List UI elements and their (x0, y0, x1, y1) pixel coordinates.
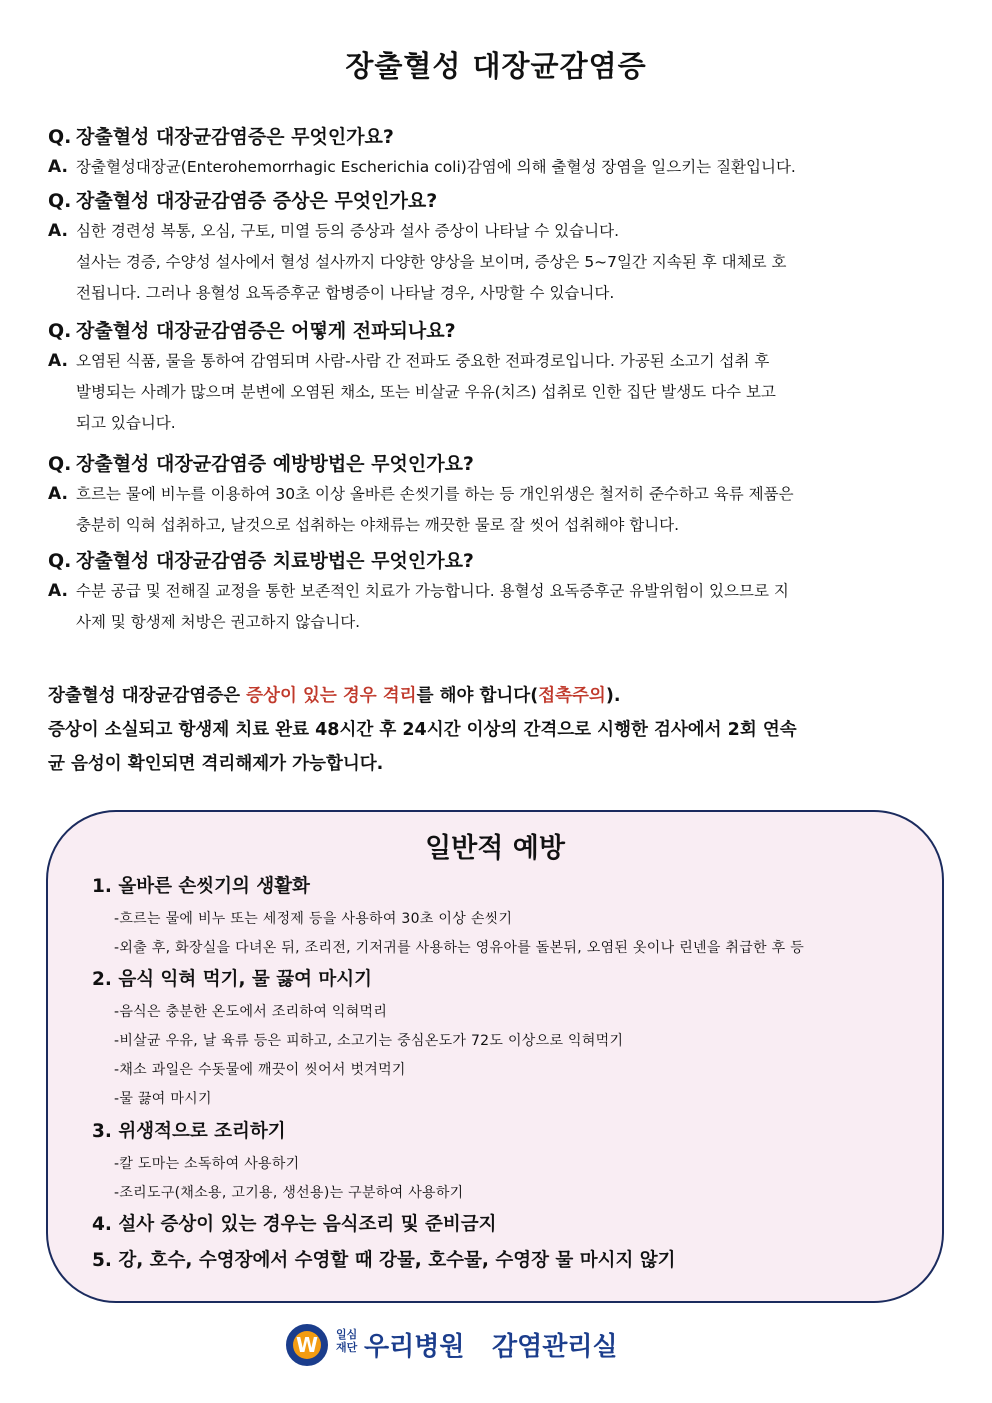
foundation-label: 일심재단 (336, 1328, 358, 1354)
prevention-heading-4: 4. 설사 증상이 있는 경우는 음식조리 및 준비금지 (92, 1214, 497, 1235)
question: Q. 장출혈성 대장균감염증 증상은 무엇인가요? (48, 190, 438, 212)
answer: A. 오염된 식품, 물을 통하여 감염되며 사람-사람 간 전파도 중요한 전파경로입니다. 가공된 소고기 섭취 후 발병되는 사례가 많으며 분변에 오염된 채소, 또는 비살균 우유(치즈) 섭취로 인한 집단 발생도 다수 보고 되고 있습니다. (48, 351, 776, 432)
hospital-name: 우리병원 (364, 1332, 465, 1362)
prevention-item: -조리도구(채소용, 고기용, 생선용)는 구분하여 사용하기 (114, 1185, 464, 1201)
prevention-item: -흐르는 물에 비누 또는 세정제 등을 사용하여 30초 이상 손씻기 (114, 911, 513, 927)
notice-line-2: 증상이 소실되고 항생제 치료 완료 48시간 후 24시간 이상의 간격으로 시행한 검사에서 2회 연속 (48, 720, 797, 740)
prevention-item: -칼 도마는 소독하여 사용하기 (114, 1156, 300, 1172)
question: Q. 장출혈성 대장균감염증은 어떻게 전파되나요? (48, 320, 456, 342)
prevention-item: -물 끓여 마시기 (114, 1091, 212, 1107)
qa-item-2 (48, 186, 948, 309)
answer: A. 장출혈성대장균(Enterohemorrhagic Escherichia coli)감염에 의해 출혈성 장염을 일으키는 질환입니다. (48, 157, 796, 177)
prevention-item: -비살균 우유, 날 육류 등은 피하고, 소고기는 중심온도가 72도 이상으로 익혀먹기 (114, 1033, 624, 1049)
prevention-item: -채소 과일은 수돗물에 깨끗이 씻어서 벗겨먹기 (114, 1062, 406, 1078)
notice-line-3: 균 음성이 확인되면 격리해제가 가능합니다. (48, 754, 384, 774)
footer (0, 1318, 992, 1374)
question: Q. 장출혈성 대장균감염증 치료방법은 무엇인가요? (48, 550, 474, 572)
page-title: 장출혈성 대장균감염증 (345, 49, 647, 83)
prevention-box (46, 810, 944, 1303)
prevention-heading-1: 1. 올바른 손씻기의 생활화 (92, 876, 310, 897)
prevention-item: -음식은 충분한 온도에서 조리하여 익혀먹리 (114, 1004, 388, 1020)
qa-item-1 (48, 122, 948, 183)
question: Q. 장출혈성 대장균감염증은 무엇인가요? (48, 126, 394, 148)
notice-line-1: 장출혈성 대장균감염증은 증상이 있는 경우 격리를 해야 합니다(접촉주의). (48, 686, 621, 706)
qa-item-4 (48, 449, 948, 541)
qa-item-5 (48, 546, 948, 638)
answer: A. 수분 공급 및 전해질 교정을 통한 보존적인 치료가 가능합니다. 용혈성 요독증후군 유발위험이 있으므로 지 사제 및 항생제 처방은 권고하지 않습니다. (48, 581, 789, 631)
prevention-title: 일반적 예방 (425, 833, 565, 864)
prevention-heading-5: 5. 강, 호수, 수영장에서 수영할 때 강물, 호수물, 수영장 물 마시지 않기 (92, 1250, 676, 1271)
prevention-heading-3: 3. 위생적으로 조리하기 (92, 1121, 286, 1142)
qa-item-3 (48, 316, 948, 439)
answer: A. 흐르는 물에 비누를 이용하여 30초 이상 올바른 손씻기를 하는 등 개인위생은 철저히 준수하고 육류 제품은 충분히 익혀 섭취하고, 날것으로 섭취하는 야채류는 깨끗한 물로 잘 씻어 섭취해야 합니다. (48, 484, 794, 534)
department-name: 감염관리실 (492, 1332, 618, 1362)
answer: A. 심한 경련성 복통, 오심, 구토, 미열 등의 증상과 설사 증상이 나타날 수 있습니다. 설사는 경증, 수양성 설사에서 혈성 설사까지 다양한 양상을 보이며, 증상은 5~7일간 지속된 후 대체로 호 전됩니다. 그러나 용혈성 요독증후군 합병증이 나타날 경우, 사망할 수 있습니다. (48, 221, 787, 302)
hospital-logo-icon: W (286, 1324, 328, 1366)
isolation-notice (48, 679, 948, 781)
prevention-item: -외출 후, 화장실을 다녀온 뒤, 조리전, 기저귀를 사용하는 영유아를 돌본뒤, 오염된 옷이나 린넨을 취급한 후 등 (114, 940, 805, 956)
prevention-heading-2: 2. 음식 익혀 먹기, 물 끓여 마시기 (92, 969, 373, 990)
question: Q. 장출혈성 대장균감염증 예방방법은 무엇인가요? (48, 453, 474, 475)
